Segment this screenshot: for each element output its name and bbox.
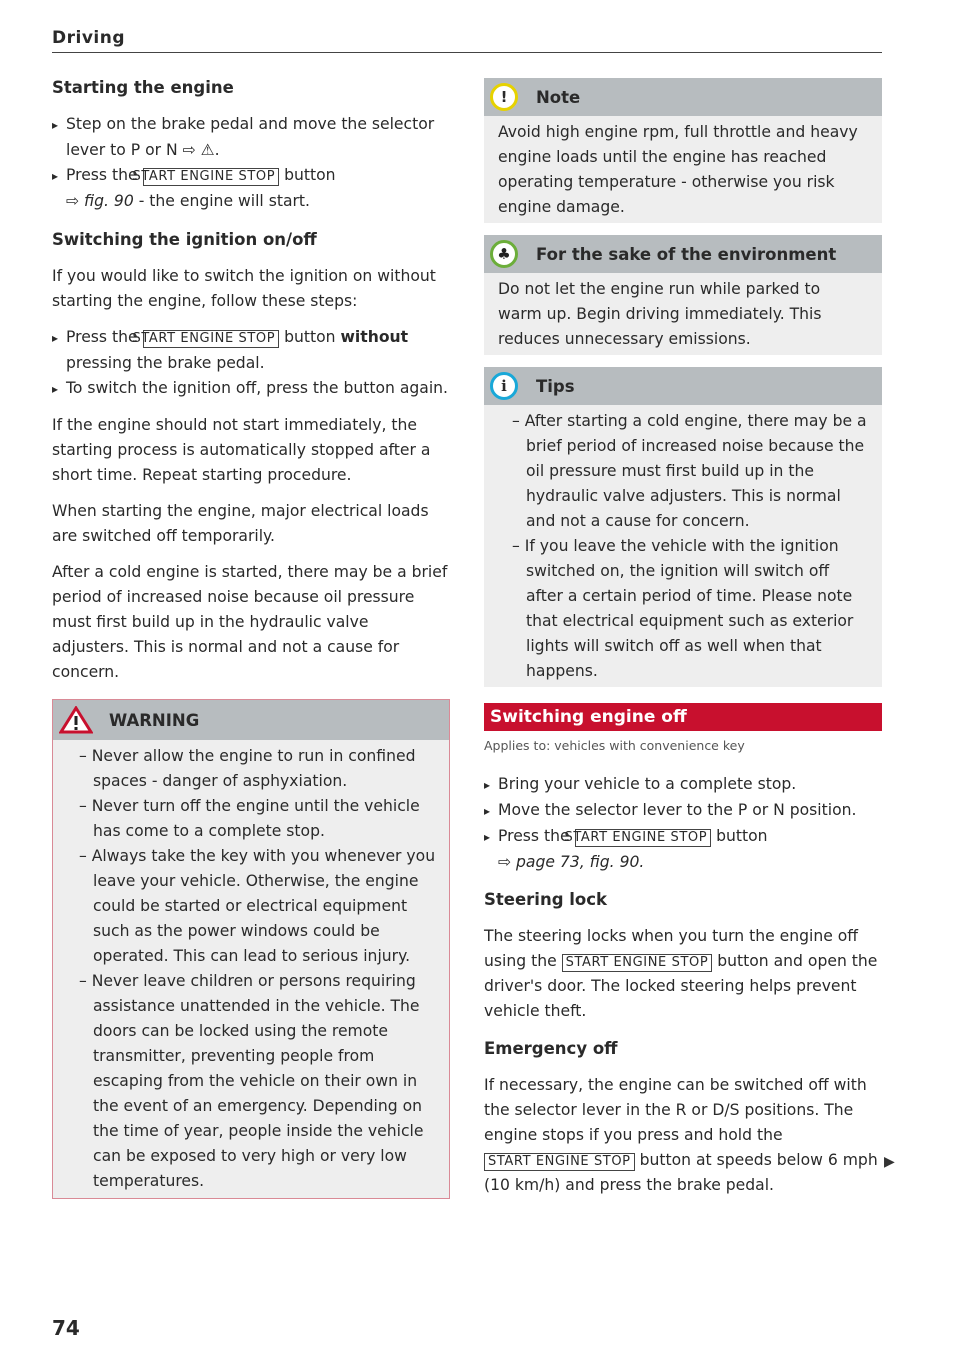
warning-title: WARNING — [109, 710, 200, 730]
warning-triangle-icon — [59, 706, 93, 734]
environment-box — [484, 235, 882, 355]
text: - the engine will start. — [133, 192, 310, 210]
paragraph: If necessary, the engine can be switched off with the selector lever in the R or D/S positions. The engine stops if you press and hold the START ENGINE STOP button at speeds below 6 mph (10 km/h) and press the brake pedal. — [484, 1076, 878, 1194]
warning-item: – Never turn off the engine until the vehicle has come to a complete stop. — [79, 797, 420, 840]
paragraph: If you would like to switch the ignition on without starting the engine, follow these steps: — [52, 267, 436, 310]
tips-title: Tips — [536, 376, 575, 396]
start-stop-key: START ENGINE STOP — [575, 829, 712, 847]
warning-item: – Never allow the engine to run in confined spaces - danger of asphyxiation. — [79, 747, 416, 790]
fig-link[interactable]: ⇨ fig. 90 — [66, 192, 134, 210]
warning-item: – Never leave children or persons requiring assistance unattended in the vehicle. The doors can be locked using the remote transmitter, preventing people from escaping from the vehicle on their own in the event of an emergency. Depending on the time of year, people inside the vehicle can be exposed to very high or very low temperatures. — [79, 972, 424, 1190]
environment-body: Do not let the engine run while parked to warm up. Begin driving immediately. This reduces unnecessary emissions. — [498, 280, 822, 348]
step-item: ▸ Step on the brake pedal and move the selector lever to P or N ⇨ ⚠. — [52, 112, 450, 163]
tips-box — [484, 367, 882, 687]
right-column — [484, 78, 882, 1209]
text: button — [279, 328, 341, 346]
heading-switching-ignition: Switching the ignition on/off — [52, 230, 317, 249]
text: Press the — [66, 166, 143, 184]
start-stop-key: START ENGINE STOP — [143, 330, 280, 348]
environment-title: For the sake of the environment — [536, 244, 837, 264]
heading-starting-engine: Starting the engine — [52, 78, 234, 97]
step-item: ▸ To switch the ignition off, press the button again. — [52, 376, 450, 402]
start-stop-key: START ENGINE STOP — [562, 954, 713, 972]
start-stop-key: START ENGINE STOP — [143, 168, 280, 186]
start-stop-key: START ENGINE STOP — [484, 1153, 635, 1171]
paragraph: When starting the engine, major electrical loads are switched off temporarily. — [52, 502, 429, 545]
step-item — [52, 325, 450, 376]
continue-arrow-icon: ▶ — [884, 1154, 895, 1170]
text: button — [279, 166, 336, 184]
paragraph: The steering locks when you turn the engine off using the START ENGINE STOP button and open the driver's door. The locked steering helps prevent vehicle theft. — [484, 927, 878, 1020]
header-rule — [52, 52, 882, 53]
page-number: 74 — [52, 1316, 80, 1340]
tip-item: – After starting a cold engine, there may be a brief period of increased noise because the oil pressure must first build up in the hydraulic valve adjusters. This is normal and not a cause for concern. — [512, 412, 867, 530]
warning-item: – Always take the key with you whenever you leave your vehicle. Otherwise, the engine could be started or electrical equipment such as the power windows could be operated. This can lead to serious injury. — [79, 847, 436, 965]
step-item: ▸ Move the selector lever to the P or N position. — [484, 798, 882, 824]
section-title-switching-off: Switching engine off — [484, 703, 882, 731]
step-item: ▸ Press the START ENGINE STOP button ⇨ page 73, fig. 90. — [484, 824, 882, 875]
note-box — [484, 78, 882, 223]
step-item: ▸ Bring your vehicle to a complete stop. — [484, 772, 882, 798]
step-item — [52, 163, 450, 214]
note-body: Avoid high engine rpm, full throttle and heavy engine loads until the engine has reached operating temperature - otherwise you risk engine damage. — [498, 123, 858, 216]
applies-to: Applies to: vehicles with convenience key — [484, 738, 745, 753]
text: Press the — [66, 328, 143, 346]
warning-box — [52, 699, 450, 1199]
heading-steering-lock: Steering lock — [484, 890, 607, 909]
left-column — [52, 74, 450, 1199]
tree-icon: ♣ — [490, 240, 518, 268]
tip-item: – If you leave the vehicle with the ignition switched on, the ignition will switch off after a certain period of time. Please note that electrical equipment such as exterior lights will switch off as well when that happens. — [512, 537, 854, 680]
text: pressing the brake pedal. — [66, 354, 265, 372]
exclamation-icon: ! — [490, 83, 518, 111]
page-link[interactable]: ⇨ page 73, fig. 90. — [498, 853, 645, 871]
heading-emergency-off: Emergency off — [484, 1039, 618, 1058]
info-icon: i — [490, 372, 518, 400]
paragraph: After a cold engine is started, there may be a brief period of increased noise because oil pressure must first build up in the hydraulic valve adjusters. This is normal and not a cause for concern. — [52, 563, 448, 681]
note-title: Note — [536, 87, 581, 107]
section-header: Driving — [52, 28, 126, 48]
paragraph: If the engine should not start immediately, the starting process is automatically stopped after a short time. Repeat starting procedure. — [52, 416, 431, 484]
bold-text: without — [340, 328, 409, 346]
